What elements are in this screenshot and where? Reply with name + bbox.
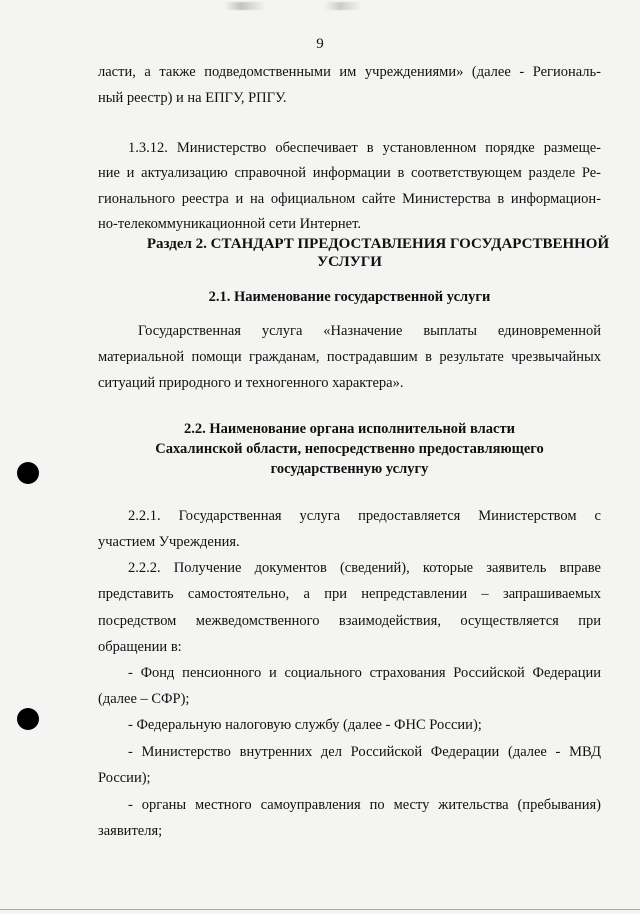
punch-hole	[17, 462, 39, 484]
paragraph-line: ласти, а также подведомственными им учреждениями» (далее - Региональ-	[98, 64, 601, 80]
section-heading: УСЛУГИ	[317, 254, 382, 270]
paragraph-line: 2.2.2. Получение документов (сведений), которые заявитель вправе	[128, 560, 601, 576]
list-item-line: заявителя;	[98, 823, 163, 839]
list-item-line: - Фонд пенсионного и социального страхования Российской Федерации	[128, 665, 601, 681]
subsection-heading: 2.2. Наименование органа исполнительной власти	[184, 421, 515, 437]
list-item-line: - органы местного самоуправления по месту жительства (пребывания)	[128, 797, 601, 813]
paragraph-line: гионального реестра и на официальном сайте Министерства в информацион-	[98, 191, 601, 207]
page-number: 9	[316, 36, 324, 52]
paragraph-line: обращении в:	[98, 639, 182, 655]
subsection-heading: Сахалинской области, непосредственно предоставляющего	[155, 441, 544, 457]
list-item-line: - Федеральную налоговую службу (далее - ФНС России);	[128, 717, 482, 733]
paragraph-line: представить самостоятельно, а при непредставлении – запрашиваемых	[98, 586, 601, 602]
punch-hole	[17, 708, 39, 730]
paragraph-line: 1.3.12. Министерство обеспечивает в установленном порядке размеще-	[128, 140, 601, 156]
list-item-line: (далее – СФР);	[98, 691, 190, 707]
paragraph-line: Государственная услуга «Назначение выплаты единовременной	[138, 323, 601, 339]
paragraph-line: ный реестр) и на ЕПГУ, РПГУ.	[98, 90, 287, 106]
scan-edge	[0, 909, 640, 910]
section-heading: Раздел 2. СТАНДАРТ ПРЕДОСТАВЛЕНИЯ ГОСУДАРСТВЕННОЙ	[146, 236, 610, 252]
paragraph-line: 2.2.1. Государственная услуга предоставляется Министерством с	[128, 508, 601, 524]
paragraph-line: но-телекоммуникационной сети Интернет.	[98, 216, 361, 232]
paragraph-line: посредством межведомственного взаимодействия, осуществляется при	[98, 613, 601, 629]
paragraph-line: ние и актуализацию справочной информации в соответствующем разделе Ре-	[98, 165, 601, 181]
subsection-heading: 2.1. Наименование государственной услуги	[208, 289, 491, 305]
paragraph-line: ситуаций природного и техногенного характера».	[98, 375, 404, 391]
list-item-line: - Министерство внутренних дел Российской Федерации (далее - МВД	[128, 744, 601, 760]
paragraph-line: материальной помощи гражданам, пострадавшим в результате чрезвычайных	[98, 349, 601, 365]
subsection-heading: государственную услугу	[270, 461, 429, 477]
list-item-line: России);	[98, 770, 151, 786]
paragraph-line: участием Учреждения.	[98, 534, 240, 550]
scan-artifact	[225, 2, 385, 10]
